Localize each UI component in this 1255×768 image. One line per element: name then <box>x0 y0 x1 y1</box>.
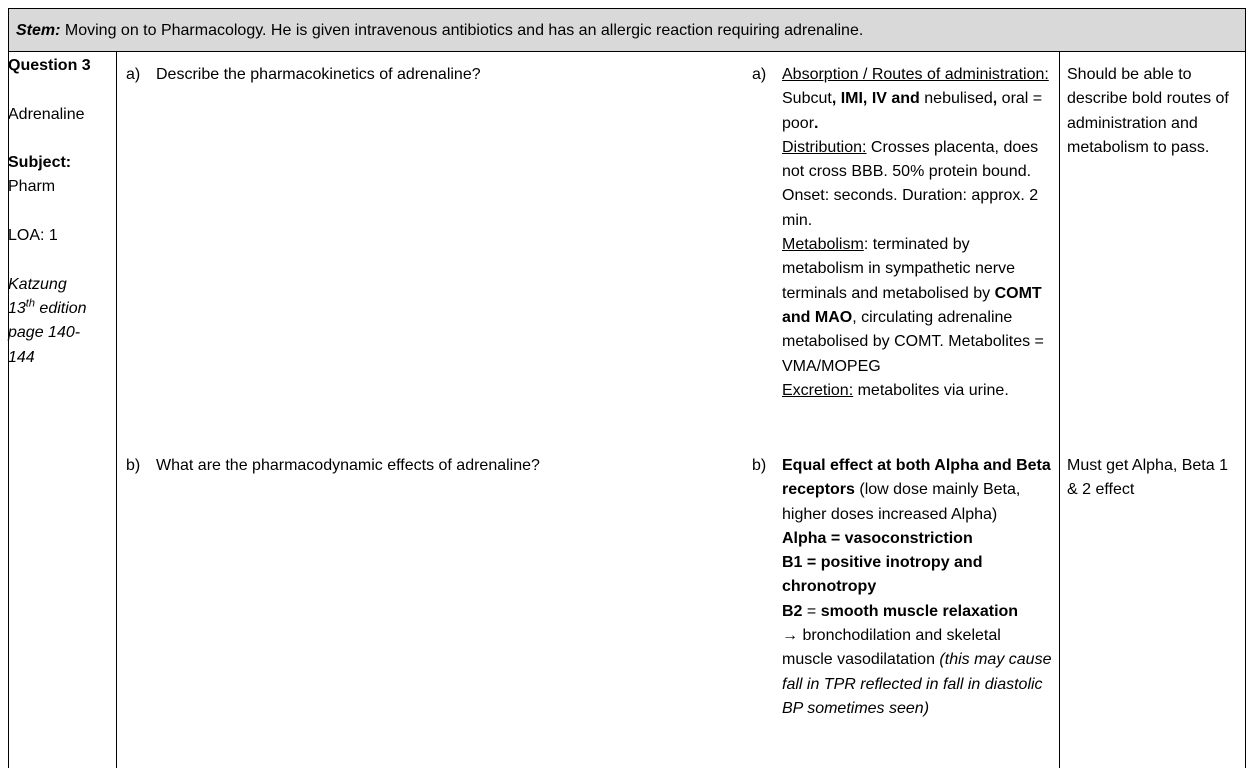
absorption-heading: Absorption / Routes of administration: <box>782 66 1049 83</box>
question-b-text: What are the pharmacodynamic effects of adrenaline? <box>156 457 540 474</box>
column-divider <box>116 52 117 768</box>
stem-text: Moving on to Pharmacology. He is given intravenous antibiotics and has an allergic reaction requiring adrenaline. <box>60 22 864 39</box>
stem-label: Stem: <box>16 22 61 39</box>
question-a-text: Describe the pharmacokinetics of adrenaline? <box>156 66 481 83</box>
question-b: b) What are the pharmacodynamic effects of adrenaline? <box>126 457 540 474</box>
question-number: Question 3 <box>8 57 91 74</box>
answer-b: b) Equal effect at both Alpha and Beta receptors (low dose mainly Beta, higher doses increased Alpha) Alpha = vasoconstriction B1 = positive inotropy and chronotropy B2 = smooth muscle relaxation → bronchodilation and skeletal muscle vasodilatation (this may cause fall in TPR reflected in fall in diastolic BP sometimes seen) <box>752 457 1052 717</box>
metabolism-heading: Metabolism <box>782 236 864 254</box>
answer-a: a) Absorption / Routes of administration: Subcut, IMI, IV and nebulised, oral = poor. Distribution: Crosses placenta, does not cross BBB. 50% protein bound. Onset: seconds. Duration: approx. 2 min. Metabolism: terminated by metabolism in sympathetic nerve terminals and metabolised by COMT and MAO, circulating adrenaline metabolised by COMT. Metabolites = VMA/MOPEG Excretion: metabolites via urine. <box>752 66 1049 399</box>
marking-note-a: Should be able to describe bold routes of administration and metabolism to pass. <box>1067 66 1229 156</box>
reference: Katzung 13th edition page 140- 144 <box>8 275 87 366</box>
question-info <box>8 54 108 370</box>
distribution-heading: Distribution: <box>782 138 867 156</box>
loa: LOA: 1 <box>8 227 58 245</box>
subject-value: Pharm <box>8 178 56 196</box>
column-divider <box>1059 52 1060 768</box>
question-a: a) Describe the pharmacokinetics of adrenaline? <box>126 66 481 83</box>
b1-effect: B1 = positive inotropy and chronotropy <box>782 554 983 596</box>
question-topic: Adrenaline <box>8 105 85 123</box>
stem-row <box>9 9 1245 52</box>
marking-table <box>8 8 1246 768</box>
marking-note-b: Must get Alpha, Beta 1 & 2 effect <box>1067 457 1228 499</box>
alpha-effect: Alpha = vasoconstriction <box>782 529 973 547</box>
excretion-heading: Excretion: <box>782 381 854 399</box>
subject-label: Subject: <box>8 154 72 172</box>
